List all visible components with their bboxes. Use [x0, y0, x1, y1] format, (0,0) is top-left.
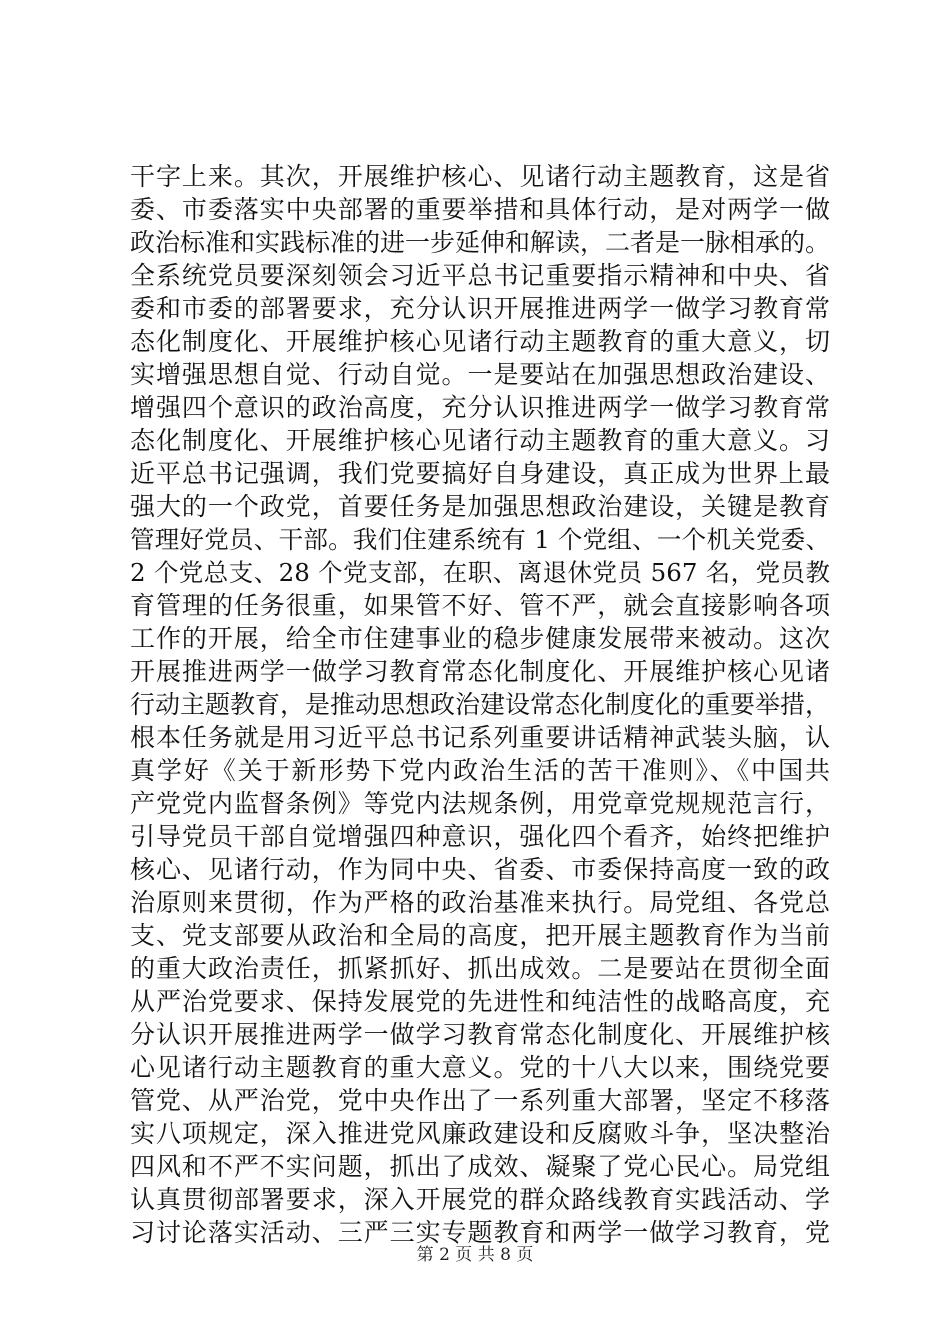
text-line: 实增强思想自觉、行动自觉。一是要站在加强思想政治建设、	[130, 360, 830, 389]
text-line: 行动主题教育，是推动思想政治建设常态化制度化的重要举措，	[130, 690, 831, 719]
text-line: 态化制度化、开展维护核心见诸行动主题教育的重大意义。习	[130, 426, 830, 455]
text-line: 干字上来。其次，开展维护核心、见诸行动主题教育，这是省	[130, 162, 830, 191]
text-line: 的重大政治责任，抓紧抓好、抓出成效。二是要站在贯彻全面	[130, 954, 830, 983]
text-line: 近平总书记强调，我们党要搞好自身建设，真正成为世界上最	[130, 459, 830, 488]
text-line: 从严治党要求、保持发展党的先进性和纯洁性的战略高度，充	[130, 987, 830, 1016]
text-line: 习讨论落实活动、三严三实专题教育和两学一做学习教育，党	[130, 1218, 830, 1247]
text-line: 核心、见诸行动，作为同中央、省委、市委保持高度一致的政	[130, 855, 830, 884]
text-line: 产党党内监督条例》等党内法规条例，用党章党规规范言行，	[130, 789, 830, 818]
text-line: 心见诸行动主题教育的重大意义。党的十八大以来，围绕党要	[130, 1053, 830, 1082]
text-line: 引导党员干部自觉增强四种意识，强化四个看齐，始终把维护	[130, 822, 830, 851]
text-line: 2 个党总支、28 个党支部，在职、离退休党员 567 名，党员教	[130, 558, 830, 587]
text-line: 态化制度化、开展维护核心见诸行动主题教育的重大意义，切	[130, 327, 830, 356]
text-line: 分认识开展推进两学一做学习教育常态化制度化、开展维护核	[130, 1020, 830, 1049]
text-line: 四风和不严不实问题，抓出了成效、凝聚了党心民心。局党组	[130, 1152, 830, 1181]
text-line: 认真贯彻部署要求，深入开展党的群众路线教育实践活动、学	[130, 1185, 830, 1214]
text-line: 政治标准和实践标准的进一步延伸和解读，二者是一脉相承的。	[130, 228, 831, 257]
text-line: 工作的开展，给全市住建事业的稳步健康发展带来被动。这次	[130, 624, 830, 653]
text-line: 委、市委落实中央部署的重要举措和具体行动，是对两学一做	[130, 195, 830, 224]
text-line: 管理好党员、干部。我们住建系统有 1 个党组、一个机关党委、	[130, 525, 830, 554]
text-line: 委和市委的部署要求，充分认识开展推进两学一做学习教育常	[130, 294, 830, 323]
text-line: 真学好《关于新形势下党内政治生活的苦干准则》、《中国共	[130, 756, 830, 785]
text-line: 实八项规定，深入推进党风廉政建设和反腐败斗争，坚决整治	[130, 1119, 830, 1148]
text-line: 开展推进两学一做学习教育常态化制度化、开展维护核心见诸	[130, 657, 830, 686]
text-line: 全系统党员要深刻领会习近平总书记重要指示精神和中央、省	[130, 261, 830, 290]
text-line: 支、党支部要从政治和全局的高度，把开展主题教育作为当前	[130, 921, 830, 950]
text-line: 育管理的任务很重，如果管不好、管不严，就会直接影响各项	[130, 591, 830, 620]
body-text	[130, 160, 830, 1249]
text-line: 管党、从严治党，党中央作出了一系列重大部署，坚定不移落	[130, 1086, 830, 1115]
text-line: 强大的一个政党，首要任务是加强思想政治建设，关键是教育	[130, 492, 830, 521]
text-line: 根本任务就是用习近平总书记系列重要讲话精神武装头脑，认	[130, 723, 830, 752]
text-line: 增强四个意识的政治高度，充分认识推进两学一做学习教育常	[130, 393, 830, 422]
page-footer: 第 2 页 共 8 页	[416, 1245, 534, 1265]
text-line: 治原则来贯彻，作为严格的政治基准来执行。局党组、各党总	[130, 888, 830, 917]
